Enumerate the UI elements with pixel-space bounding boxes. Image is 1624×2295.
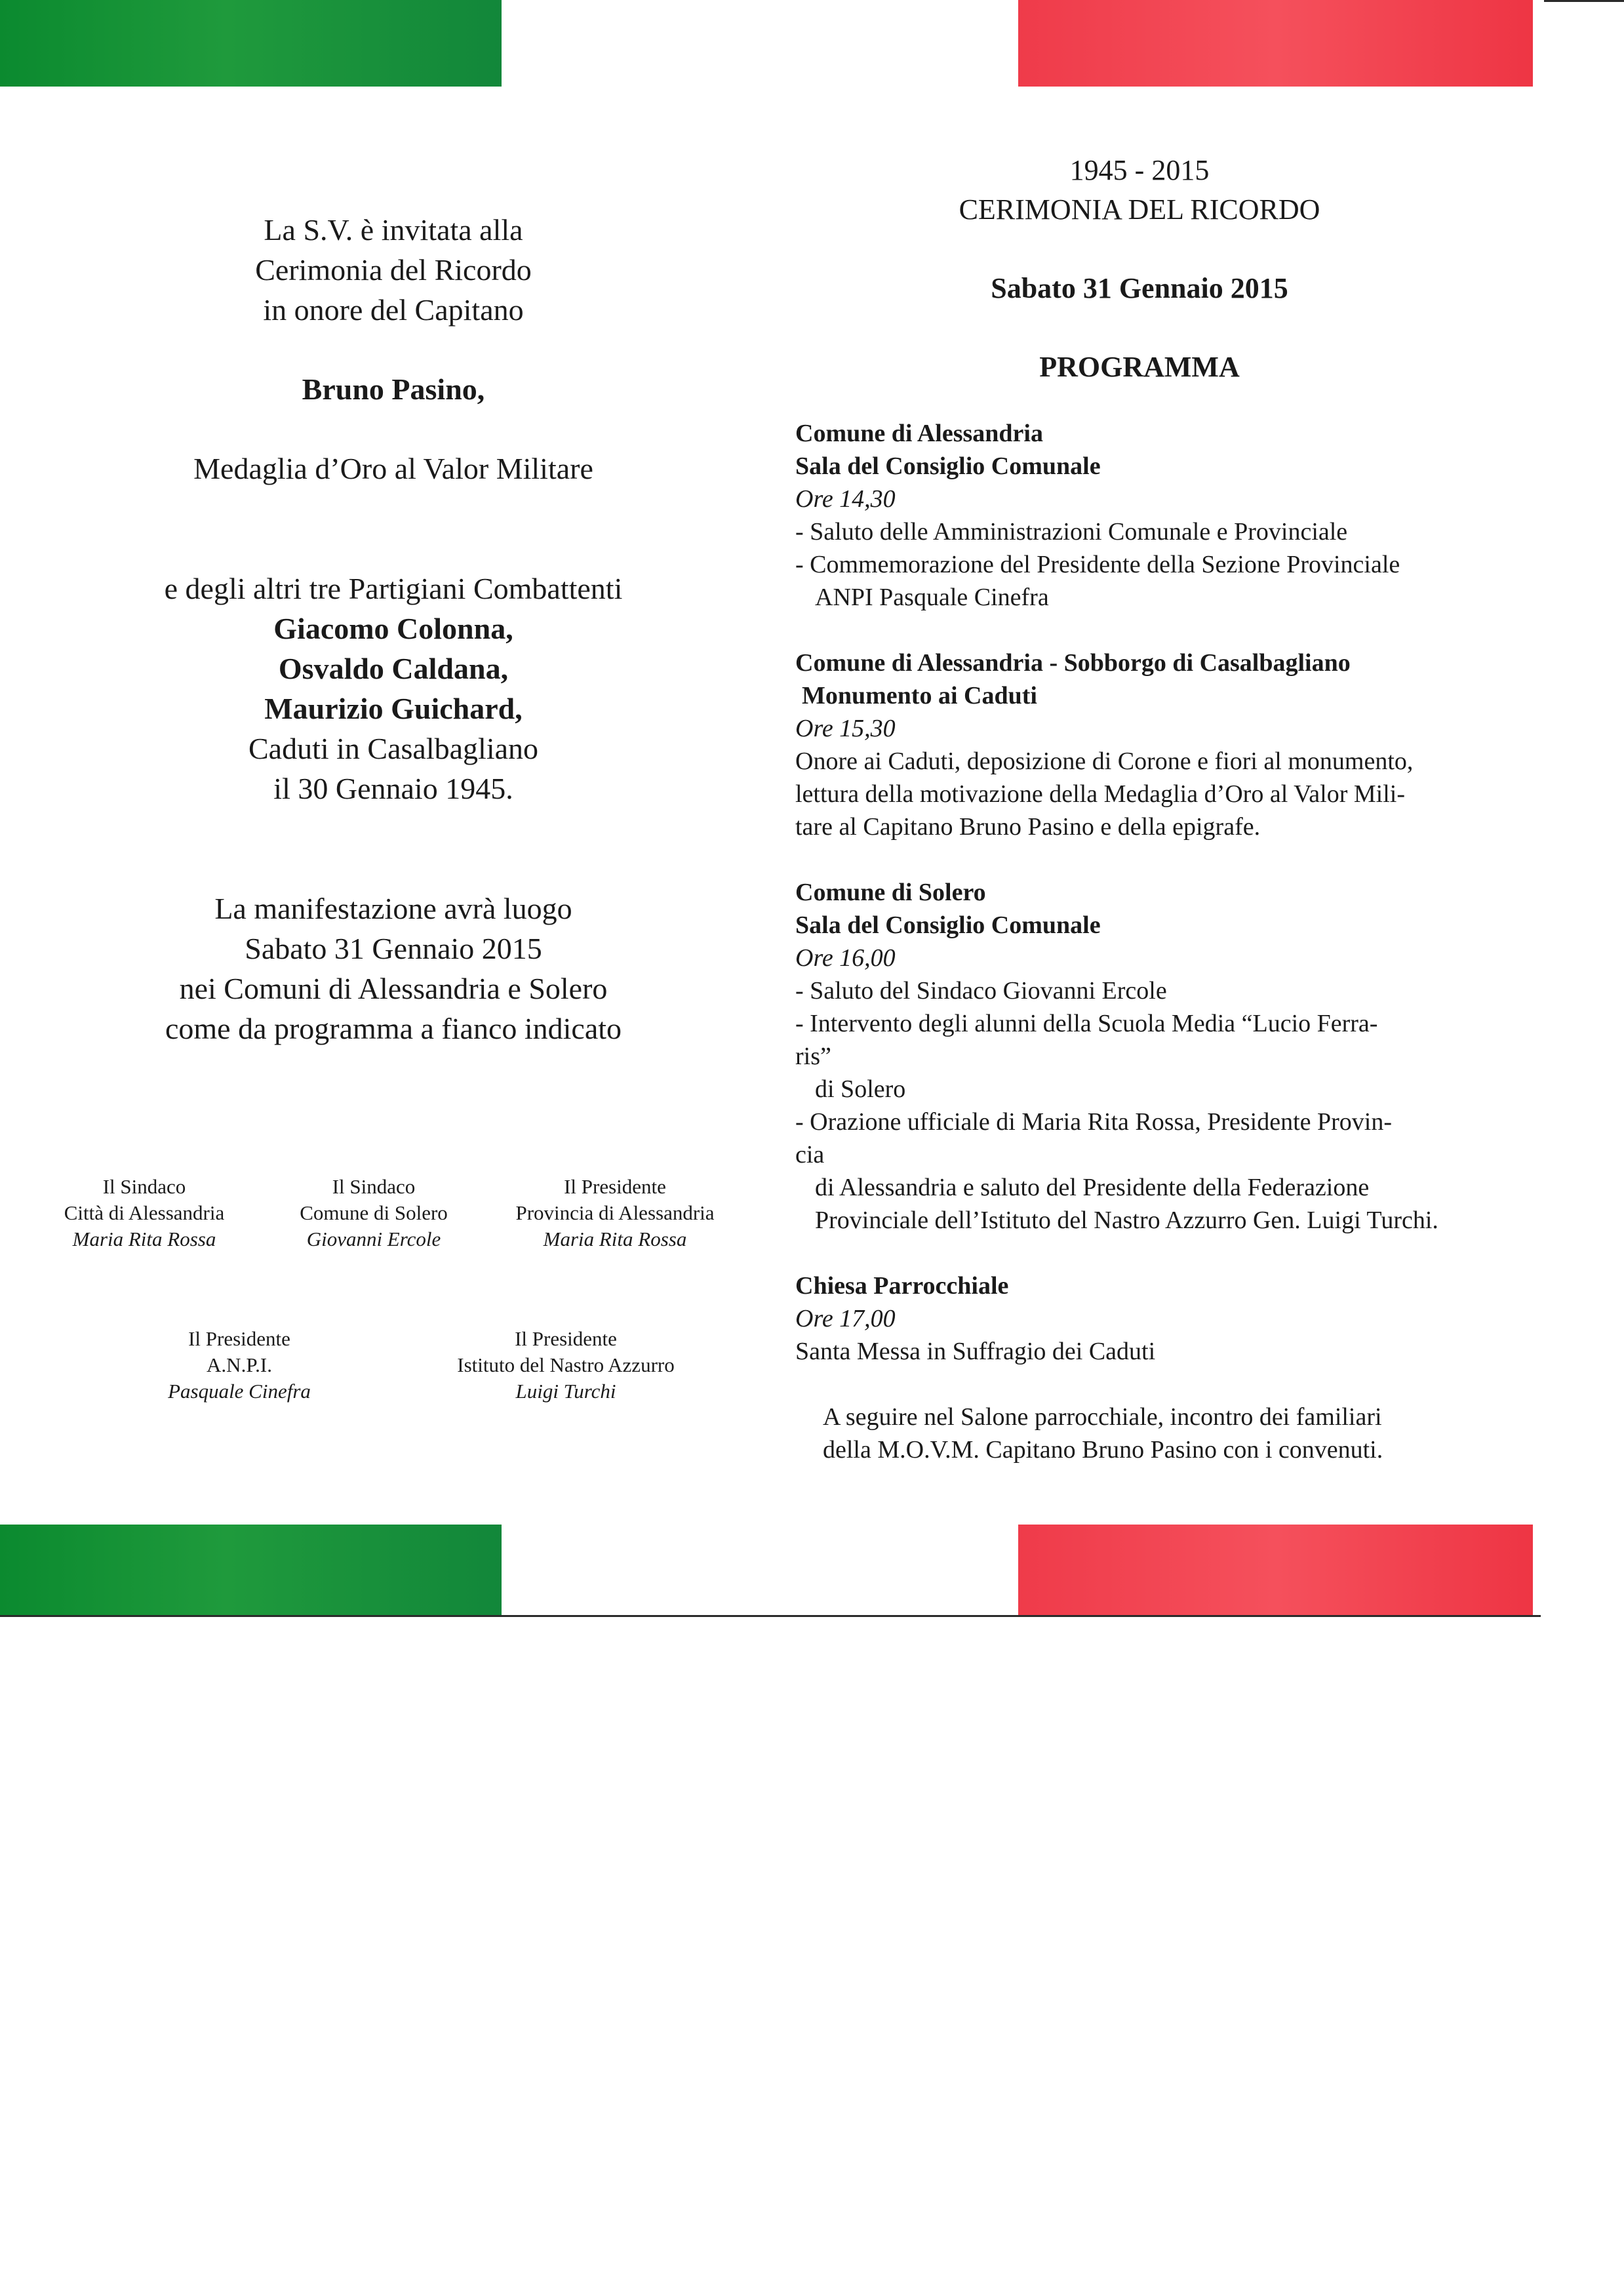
fallen-place: Caduti in Casalbagliano [248, 732, 539, 765]
section-line: Provinciale dell’Istituto del Nastro Azzurro Gen. Luigi Turchi. [815, 1207, 1438, 1234]
section-line: - Commemorazione del Presidente della Sezione Provinciale [795, 551, 1400, 578]
section-line: di Alessandria e saluto del Presidente della Federazione [815, 1174, 1370, 1201]
bottom-red-band [1018, 1525, 1533, 1616]
invitation-text [98, 210, 688, 1048]
signatory-role: Il Presidente [515, 1327, 617, 1350]
section-time: Ore 16,00 [795, 944, 896, 972]
section-time: Ore 14,30 [795, 485, 896, 513]
event-line: come da programma a fianco indicato [165, 1012, 622, 1045]
section-line: - Intervento degli alunni della Scuola Media “Lucio Ferra- [795, 1010, 1378, 1037]
signatory-org: Comune di Solero [300, 1201, 448, 1224]
programme-section [795, 876, 1484, 1237]
section-venue: Monumento ai Caduti [802, 682, 1037, 709]
signatory-org: A.N.P.I. [207, 1353, 272, 1376]
event-line: Sabato 31 Gennaio 2015 [245, 932, 542, 965]
invitation-line: Cerimonia del Ricordo [255, 253, 532, 287]
closing-line: della M.O.V.M. Capitano Bruno Pasino con i convenuti. [823, 1436, 1383, 1464]
section-line: Onore ai Caduti, deposizione di Corone e fiori al monumento, [795, 748, 1414, 775]
section-venue: Sala del Consiglio Comunale [795, 911, 1101, 939]
section-place: Comune di Alessandria - Sobborgo di Casalbagliano [795, 649, 1351, 677]
programme-section [795, 1269, 1484, 1368]
section-line: - Orazione ufficiale di Maria Rita Rossa, Presidente Provin- [795, 1108, 1392, 1136]
signatory-role: Il Sindaco [102, 1175, 186, 1198]
section-line: lettura della motivazione della Medaglia d’Oro al Valor Mili- [795, 780, 1405, 808]
top-green-band [0, 0, 502, 87]
signatory-org: Istituto del Nastro Azzurro [457, 1353, 675, 1376]
signatory-name: Giovanni Ercole [306, 1227, 441, 1250]
section-place: Comune di Alessandria [795, 420, 1043, 447]
signatory-name: Luigi Turchi [515, 1380, 616, 1403]
signatory-name: Maria Rita Rossa [72, 1227, 216, 1250]
section-place: Comune di Solero [795, 879, 986, 906]
programme-section [795, 417, 1484, 614]
section-line: ANPI Pasquale Cinefra [815, 584, 1049, 611]
section-time: Ore 17,00 [795, 1305, 896, 1332]
signatory-org: Provincia di Alessandria [515, 1201, 715, 1224]
others-intro: e degli altri tre Partigiani Combattenti [164, 572, 623, 605]
section-line: tare al Capitano Bruno Pasino e della epigrafe. [795, 813, 1261, 841]
event-line: La manifestazione avrà luogo [214, 892, 572, 925]
fallen-date: il 30 Gennaio 1945. [273, 772, 513, 805]
partisan-name: Maurizio Guichard, [264, 692, 523, 725]
section-line: - Saluto del Sindaco Giovanni Ercole [795, 977, 1167, 1005]
closing-line: A seguire nel Salone parrocchiale, incontro dei familiari [823, 1403, 1382, 1431]
section-venue: Sala del Consiglio Comunale [795, 452, 1101, 480]
signatory-name: Maria Rita Rossa [543, 1227, 687, 1250]
invitation-line: in onore del Capitano [263, 293, 524, 327]
medal-line: Medaglia d’Oro al Valor Militare [193, 452, 593, 485]
invitation-line: La S.V. è invitata alla [264, 213, 523, 247]
section-line: ris” [795, 1043, 831, 1070]
bottom-green-band [0, 1525, 502, 1616]
section-line: di Solero [815, 1075, 906, 1103]
signatory-block [471, 1174, 759, 1252]
programme-heading: PROGRAMMA [1039, 351, 1240, 383]
programme [795, 151, 1484, 1466]
signatory-role: Il Presidente [188, 1327, 290, 1350]
programme-years: 1945 - 2015 [1069, 154, 1210, 186]
signatory-block [422, 1326, 710, 1405]
section-line: - Saluto delle Amministrazioni Comunale e Provinciale [795, 518, 1348, 546]
honoree-name: Bruno Pasino, [302, 372, 485, 406]
partisan-name: Osvaldo Caldana, [278, 652, 509, 685]
closing-note [795, 1401, 1484, 1466]
bottom-rule [0, 1615, 1541, 1617]
signatory-name: Pasquale Cinefra [168, 1380, 311, 1403]
signatory-block [95, 1326, 384, 1405]
programme-date: Sabato 31 Gennaio 2015 [991, 272, 1288, 304]
partisan-name: Giacomo Colonna, [273, 612, 513, 645]
section-line: cia [795, 1141, 825, 1168]
section-time: Ore 15,30 [795, 715, 896, 742]
signatory-role: Il Presidente [564, 1175, 666, 1198]
signatory-role: Il Sindaco [332, 1175, 416, 1198]
section-line: Santa Messa in Suffragio dei Caduti [795, 1338, 1156, 1365]
section-place: Chiesa Parrocchiale [795, 1272, 1009, 1300]
top-right-rule [1544, 0, 1624, 2]
top-red-band [1018, 0, 1533, 87]
programme-section [795, 647, 1484, 843]
programme-title: CERIMONIA DEL RICORDO [959, 193, 1320, 226]
event-line: nei Comuni di Alessandria e Solero [179, 972, 608, 1005]
signatory-org: Città di Alessandria [64, 1201, 225, 1224]
